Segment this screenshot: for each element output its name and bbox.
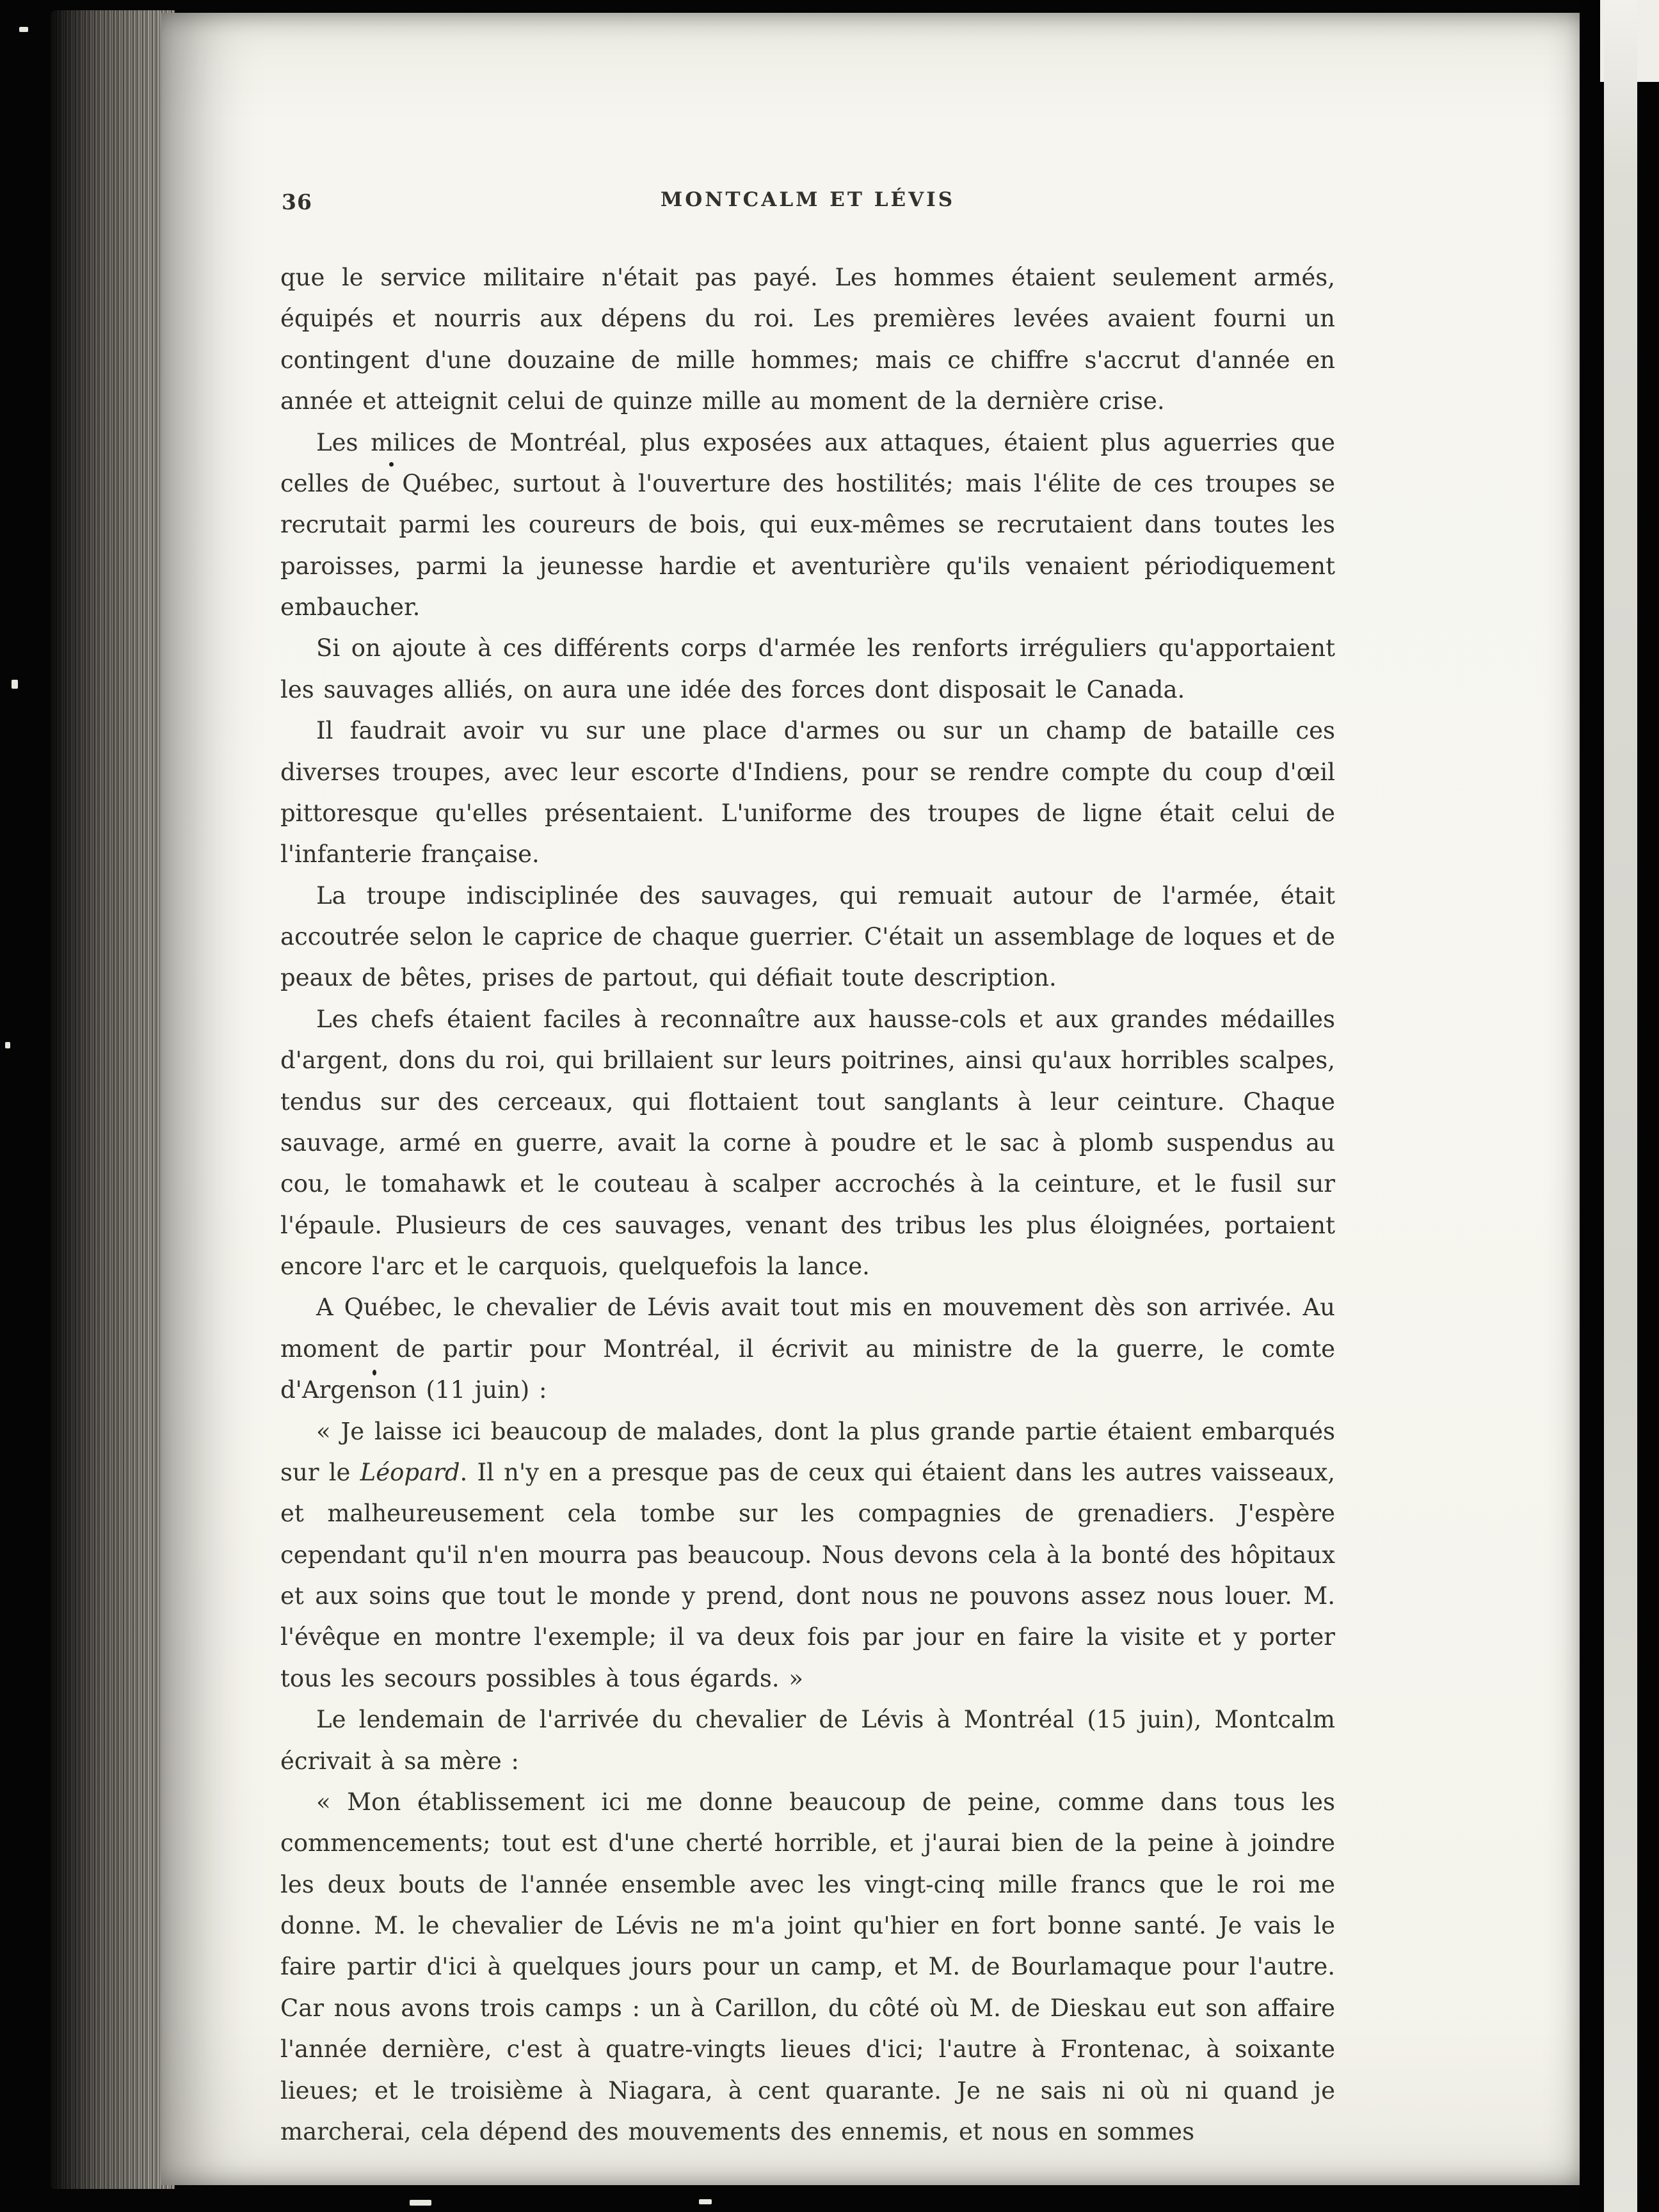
page-header: [280, 186, 1335, 230]
text-block: [280, 257, 1335, 2152]
paragraph: A Québec, le chevalier de Lévis avait tout mis en mouvement dès son arrivée. Au moment de partir pour Montréal, il écrivit au ministre de la guerre, le comte d'Argenson (11 juin) :: [280, 1294, 1335, 1404]
paragraph-quote: [280, 1411, 1335, 1700]
scan-artifact: [12, 680, 18, 689]
paragraph: Les chefs étaient faciles à reconnaître aux hausse-cols et aux grandes médailles d'argent, dons du roi, qui brillaient sur leurs poitrines, ainsi qu'aux horribles scalpes, tendus sur des cerceaux, qui flottaient tout sanglants à leur ceinture. Chaque sauvage, armé en guerre, avait la corne à poudre et le sac à plomb suspendus au cou, le tomahawk et le couteau à scalper accrochés à la ceinture, et le fusil sur l'épaule. Plusieurs de ces sauvages, venant des tribus les plus éloignées, portaient encore l'arc et le carquois, quelquefois la lance.: [280, 1005, 1335, 1280]
page-number: 36: [282, 189, 312, 214]
scan-artifact: [19, 27, 28, 32]
scan-right-band: [1580, 0, 1659, 2212]
paragraph: Il faudrait avoir vu sur une place d'armes ou sur un champ de bataille ces diverses troupes, avec leur escorte d'Indiens, pour se rendre compte du coup d'œil pittoresque qu'elles présentaient. L'uniforme des troupes de ligne était celui de l'infanterie française.: [280, 717, 1335, 869]
page-content: [280, 186, 1335, 2152]
ship-name: Léopard: [360, 1458, 460, 1486]
quote-text: « Je laisse ici beaucoup de malades, dont la plus grande partie étaient embarqués sur le: [280, 1417, 1335, 1486]
paragraph: que le service militaire n'était pas payé. Les hommes étaient seulement armés, équipés et nourris aux dépens du roi. Les premières levées avaient fourni un contingent d'une douzaine de mille hommes; mais ce chiffre s'accrut d'année en année et atteignit celui de quinze mille au moment de la dernière crise.: [280, 264, 1335, 415]
quote-text: . Il n'y en a presque pas de ceux qui étaient dans les autres vaisseaux, et malheureusement cela tombe sur les compagnies de grenadiers. J'espère cependant qu'il n'en mourra pas beaucoup. Nous devons cela à la bonté des hôpitaux et aux soins que tout le monde y prend, dont nous ne pouvons assez nous louer. M. l'évêque en montre l'exemple; il va deux fois par jour en faire la visite et y porter tous les secours possibles à tous égards. »: [280, 1458, 1335, 1692]
paragraph: Le lendemain de l'arrivée du chevalier de Lévis à Montréal (15 juin), Montcalm écrivait à sa mère :: [280, 1706, 1335, 1775]
scan-artifact: [699, 2199, 712, 2204]
scan-artifact: [410, 2200, 431, 2206]
paragraph: Les milices de Montréal, plus exposées aux attaques, étaient plus aguerries que celles de Québec, surtout à l'ouverture des hostilités; mais l'élite de ces troupes se recrutait parmi les coureurs de bois, qui eux-mêmes se recrutaient dans toutes les paroisses, parmi la jeunesse hardie et aventurière qu'ils venaient périodiquement embaucher.: [280, 428, 1335, 621]
book-page-edges: [50, 10, 175, 2189]
scan-artifact: [5, 1042, 10, 1048]
paragraph: Si on ajoute à ces différents corps d'armée les renforts irréguliers qu'apportaient les sauvages alliés, on aura une idée des forces dont disposait le Canada.: [280, 634, 1335, 703]
running-title: MONTCALM ET LÉVIS: [660, 188, 956, 211]
adjacent-page-sliver: [1604, 0, 1637, 2212]
paragraph: La troupe indisciplinée des sauvages, qui remuait autour de l'armée, était accoutrée selon le caprice de chaque guerrier. C'était un assemblage de loques et de peaux de bêtes, prises de partout, qui défiait toute description.: [280, 881, 1335, 992]
paragraph-quote: « Mon établissement ici me donne beaucoup de peine, comme dans tous les commencements; tout est d'une cherté horrible, et j'aurai bien de la peine à joindre les deux bouts de l'année ensemble avec les vingt-cinq mille francs que le roi me donne. M. le chevalier de Lévis ne m'a joint qu'hier en fort bonne santé. Je vais le faire partir d'ici à quelques jours pour un camp, et M. de Bourlamaque pour l'autre. Car nous avons trois camps : un à Carillon, du côté où M. de Dieskau eut son affaire l'année dernière, c'est à quatre-vingts lieues d'ici; l'autre à Frontenac, à soixante lieues; et le troisième à Niagara, à cent quarante. Je ne sais ni où ni quand je marcherai, cela dépend des mouvements des ennemis, et nous en sommes: [280, 1788, 1335, 2145]
